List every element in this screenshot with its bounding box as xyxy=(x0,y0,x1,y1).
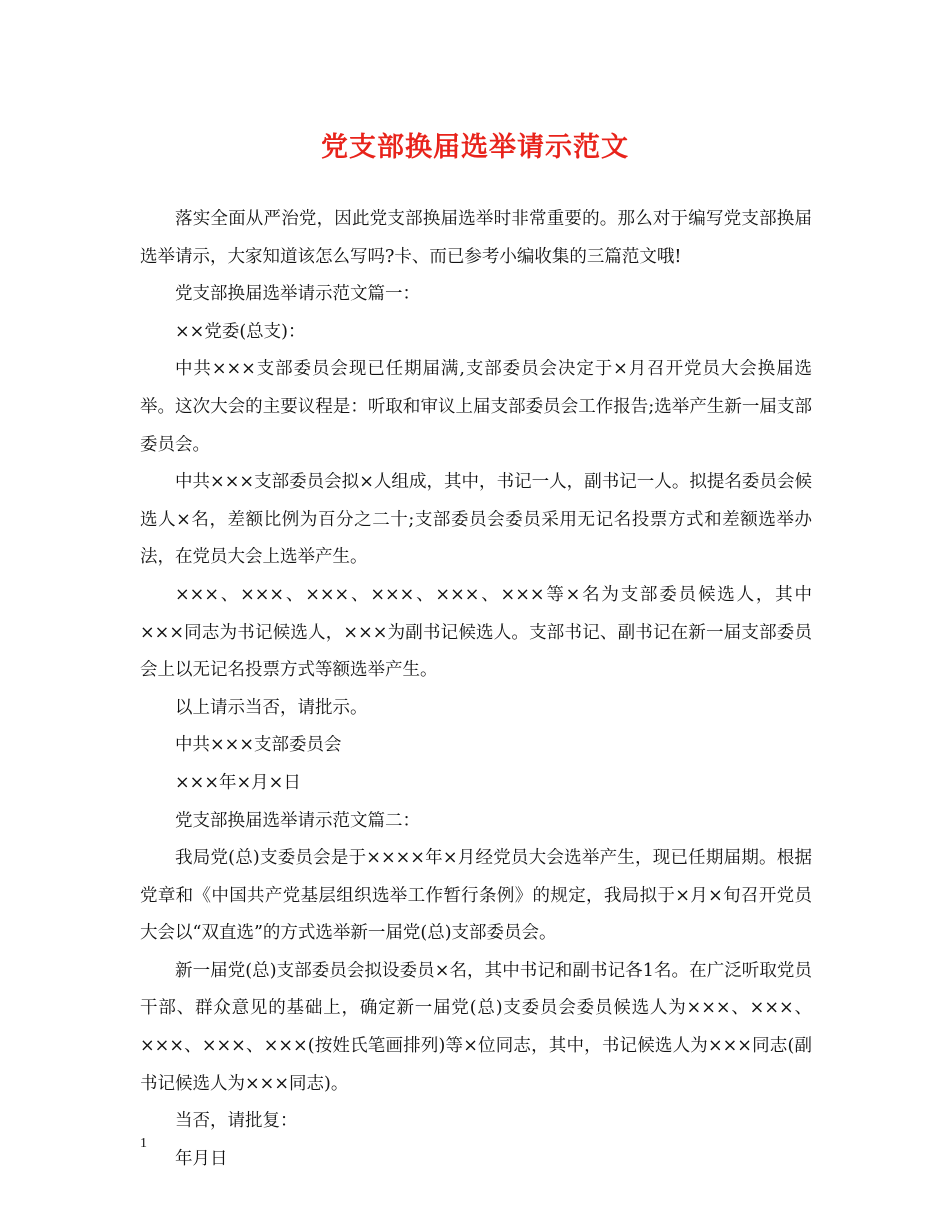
document-body xyxy=(140,201,812,1178)
page-number: 1 xyxy=(140,1136,147,1151)
paragraph-date: ×××年×月×日 xyxy=(175,772,301,793)
heading-sample-one: 党支部换届选举请示范文篇一： xyxy=(175,284,420,305)
paragraph-signature: 中共×××支部委员会 xyxy=(175,735,342,756)
paragraph-closing: 当否，请批复： xyxy=(175,1111,298,1132)
paragraph-date: 年月日 xyxy=(175,1148,228,1169)
paragraph-addressee: ××党委(总支)： xyxy=(175,321,306,342)
paragraph-body: 中共×××支部委员会拟×人组成，其中，书记一人，副书记一人。拟提名委员会候选人×名，差额比例为百分之二十;支部委员会委员采用无记名投票方式和差额选举办法，在党员大会上选举产生。 xyxy=(140,472,812,568)
paragraph-closing: 以上请示当否，请批示。 xyxy=(175,697,368,718)
paragraph-body: ×××、×××、×××、×××、×××、×××等×名为支部委员候选人，其中×××同志为书记候选人，×××为副书记候选人。支部书记、副书记在新一届支部委员会上以无记名投票方式等额选举产生。 xyxy=(140,584,812,681)
paragraph-body: 新一届党(总)支部委员会拟设委员×名，其中书记和副书记各1名。在广泛听取党员干部、群众意见的基础上，确定新一届党(总)支委员会委员候选人为×××、×××、×××、×××、×××(按姓氏笔画排列)等×位同志，其中，书记候选人为×××同志(副书记候选人为×××同志)。 xyxy=(140,960,812,1094)
heading-sample-two: 党支部换届选举请示范文篇二： xyxy=(175,810,420,831)
paragraph-intro: 落实全面从严治党，因此党支部换届选举时非常重要的。那么对于编写党支部换届选举请示，大家知道该怎么写吗?卡、而已参考小编收集的三篇范文哦! xyxy=(140,209,812,267)
paragraph-body: 中共×××支部委员会现已任期届满,支部委员会决定于×月召开党员大会换届选举。这次大会的主要议程是：听取和审议上届支部委员会工作报告;选举产生新一届支部委员会。 xyxy=(140,359,812,455)
paragraph-body: 我局党(总)支委员会是于××××年×月经党员大会选举产生，现已任期届期。根据党章和《中国共产党基层组织选举工作暂行条例》的规定，我局拟于×月×旬召开党员大会以“双直选”的方式选举新一届党(总)支部委员会。 xyxy=(140,848,812,944)
document-title: 党支部换届选举请示范文 xyxy=(321,132,629,163)
